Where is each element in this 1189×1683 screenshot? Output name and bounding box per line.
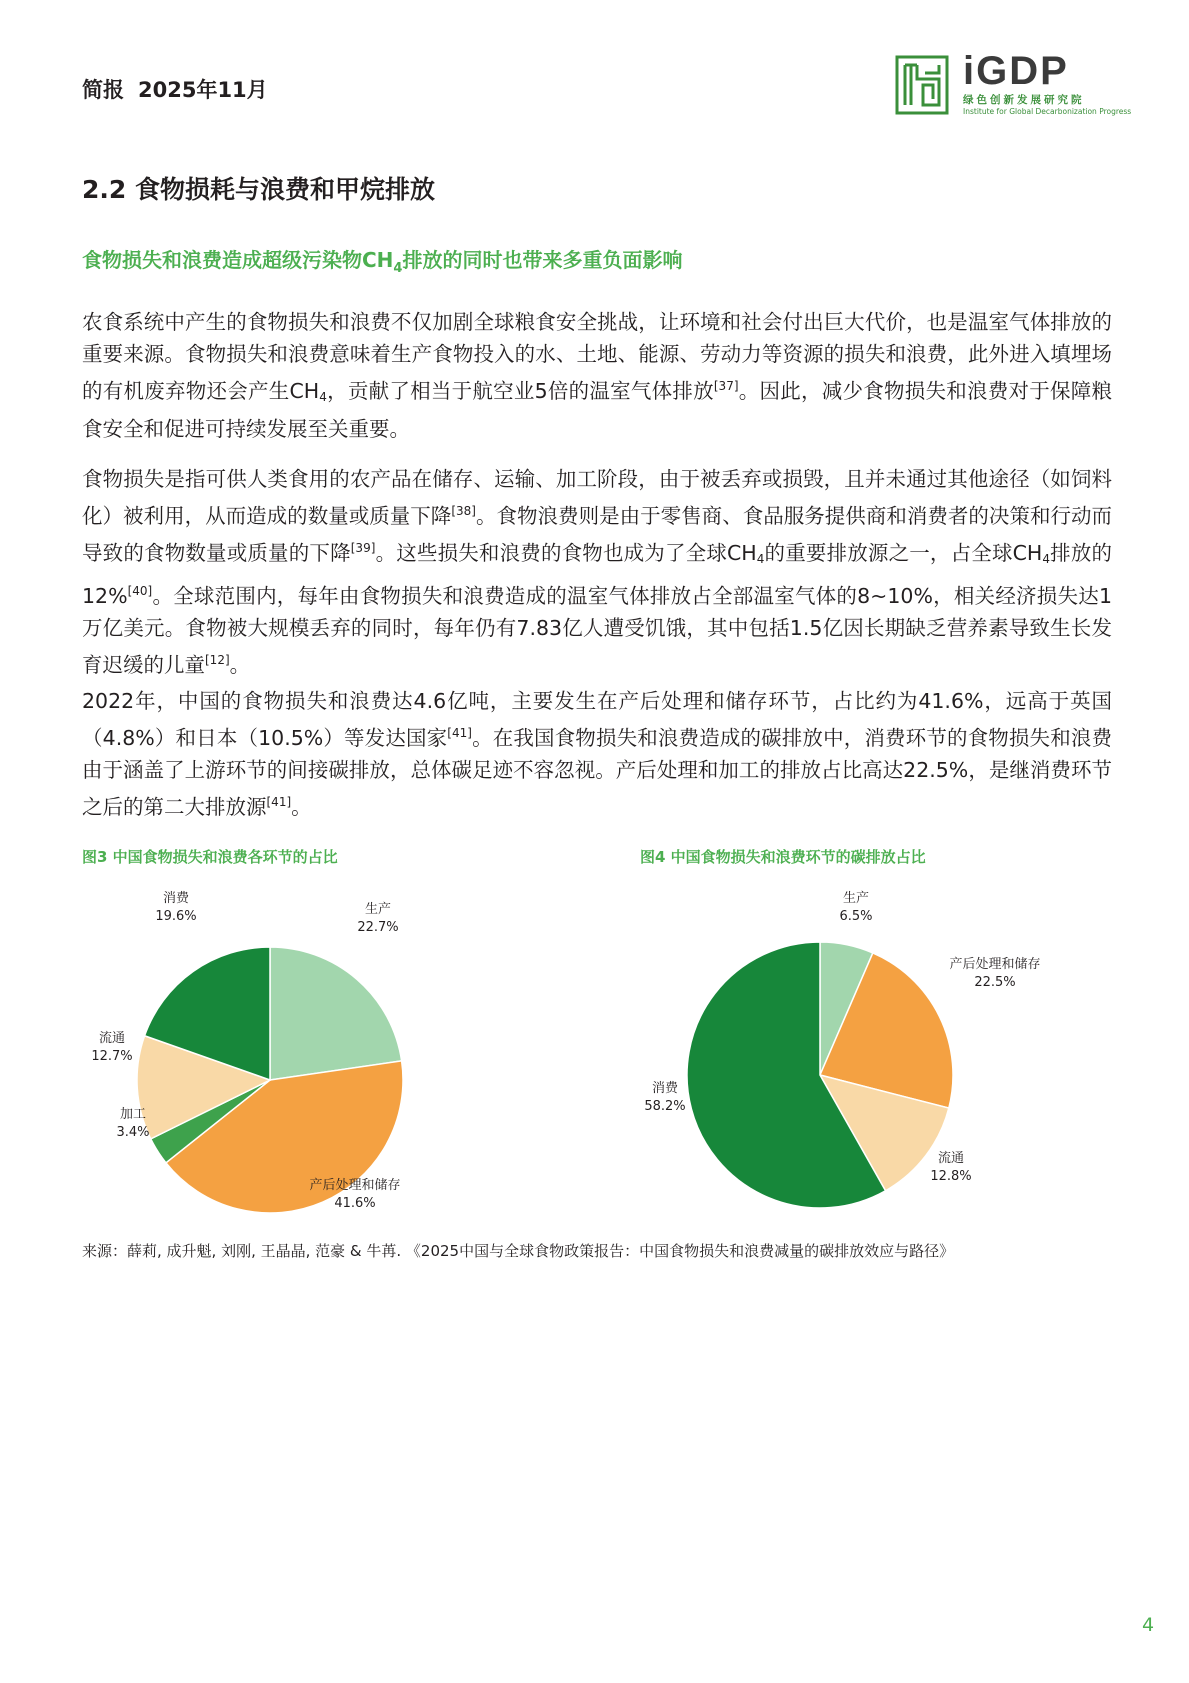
pie-value-label: 22.7% (357, 920, 399, 935)
page-number: 4 (1142, 1614, 1155, 1636)
citation: [39] (350, 541, 376, 555)
logo-cn-name: 绿色创新发展研究院 (963, 94, 1085, 106)
text: 。在我国食物损失和浪费造成的碳排放中，消费环节的食物损失和浪费由于涵盖了上游环节的间接碳排放，总体碳足迹不容忽视。产后处理和加工的排放占比高达22.5%，是继消费环节之后的第二大排放源 (82, 726, 1112, 819)
text: 食物损失是指可供人类食用的农产品在储存、运输、加工阶段，由于被丢弃或损毁，且并未通过其他途径（如饲料化）被利用，从而造成的数量或质量下降 (82, 467, 1112, 528)
paragraph-3 (82, 685, 1112, 823)
pie-slice-生产 (270, 947, 402, 1080)
text: 。因此，减少食物损失和浪费对于保障粮食安全和促进可持续发展至关重要。 (82, 379, 1112, 441)
pie-value-label: 3.4% (116, 1125, 150, 1140)
citation: [38] (451, 504, 476, 518)
subscript: 4 (319, 390, 327, 404)
pie-value-label: 22.5% (974, 975, 1016, 990)
figure-source: 来源：薛莉, 成升魁, 刘刚, 王晶晶, 范豪 & 牛苒. 《2025中国与全球食物政策报告：中国食物损失和浪费减量的碳排放效应与路径》 (82, 1242, 955, 1260)
pie-value-label: 12.7% (91, 1049, 133, 1064)
text: ，贡献了相当于航空业5倍的温室气体排放 (326, 379, 714, 403)
section-subtitle (82, 244, 682, 276)
pie-label: 产后处理和储存 (309, 1178, 401, 1193)
subtitle-subscript: 4 (393, 261, 403, 276)
citation: [37] (713, 379, 739, 393)
header (82, 74, 282, 104)
paragraph-2 (82, 463, 1112, 681)
pie-label: 消费 (162, 891, 190, 906)
citation: [41] (266, 795, 292, 809)
text: 。全球范围内，每年由食物损失和浪费造成的温室气体排放占全部温室气体的8~10%，相关经济损失达1万亿美元。食物被大规模丢弃的同时，每年仍有7.83亿人遭受饥饿，其中包括1.5亿因长期缺乏营养素导致生长发育迟缓的儿童 (82, 584, 1112, 677)
citation: [41] (447, 726, 472, 740)
text: 。 (291, 795, 312, 819)
pie-value-label: 41.6% (334, 1196, 376, 1211)
pie-value-label: 19.6% (155, 909, 197, 924)
pie-label: 加工 (119, 1107, 147, 1122)
figure-4-pie-chart (620, 880, 1070, 1220)
pie-label: 生产 (364, 902, 392, 917)
citation: [40] (127, 584, 153, 598)
logo-en-name: Institute for Global Decarbonization Progress (963, 107, 1132, 116)
pie-label: 生产 (842, 891, 870, 906)
pie-label: 流通 (98, 1031, 126, 1046)
subscript: 4 (1042, 552, 1050, 566)
paragraph-1 (82, 306, 1112, 445)
subtitle-part: 排放的同时也带来多重负面影响 (402, 248, 683, 272)
pie-value-label: 58.2% (644, 1099, 686, 1114)
igdp-seal-icon (895, 55, 949, 115)
text: 排放的12% (82, 541, 1113, 608)
pie-value-label: 12.8% (930, 1169, 972, 1184)
figure-3-pie-chart (82, 880, 532, 1220)
igdp-logo (895, 49, 1132, 121)
figure-3-title: 图3 中国食物损失和浪费各环节的占比 (82, 848, 338, 866)
pie-label: 流通 (937, 1151, 965, 1166)
doc-date: 2025年11月 (138, 78, 268, 102)
text: 2022年，中国的食物损失和浪费达4.6亿吨，主要发生在产后处理和储存环节，占比约为41.6%，远高于英国（4.8%）和日本（10.5%）等发达国家 (82, 689, 1112, 750)
figure-4-title: 图4 中国食物损失和浪费环节的碳排放占比 (640, 848, 926, 866)
logo-brand: iGDP (963, 49, 1069, 93)
pie-value-label: 6.5% (839, 909, 873, 924)
text: 。 (229, 653, 251, 677)
pie-label: 产后处理和储存 (949, 957, 1041, 972)
citation: [12] (205, 653, 230, 667)
section-title: 2.2 食物损耗与浪费和甲烷排放 (82, 175, 435, 204)
text: 农食系统中产生的食物损失和浪费不仅加剧全球粮食安全挑战，让环境和社会付出巨大代价，也是温室气体排放的重要来源。食物损失和浪费意味着生产食物投入的水、土地、能源、劳动力等资源的损失和浪费，此外进入填埋场的有机废弃物还会产生CH (82, 310, 1112, 403)
subtitle-part: 食物损失和浪费造成超级污染物CH (82, 248, 394, 272)
text: 的重要排放源之一，占全球CH (764, 541, 1043, 565)
pie-label: 消费 (651, 1081, 679, 1096)
doc-type: 简报 (82, 78, 124, 102)
subscript: 4 (756, 552, 765, 566)
text: 。食物浪费则是由于零售商、食品服务提供商和消费者的决策和行动而导致的食物数量或质量的下降 (82, 504, 1113, 565)
text: 。这些损失和浪费的食物也成为了全球CH (375, 541, 757, 565)
